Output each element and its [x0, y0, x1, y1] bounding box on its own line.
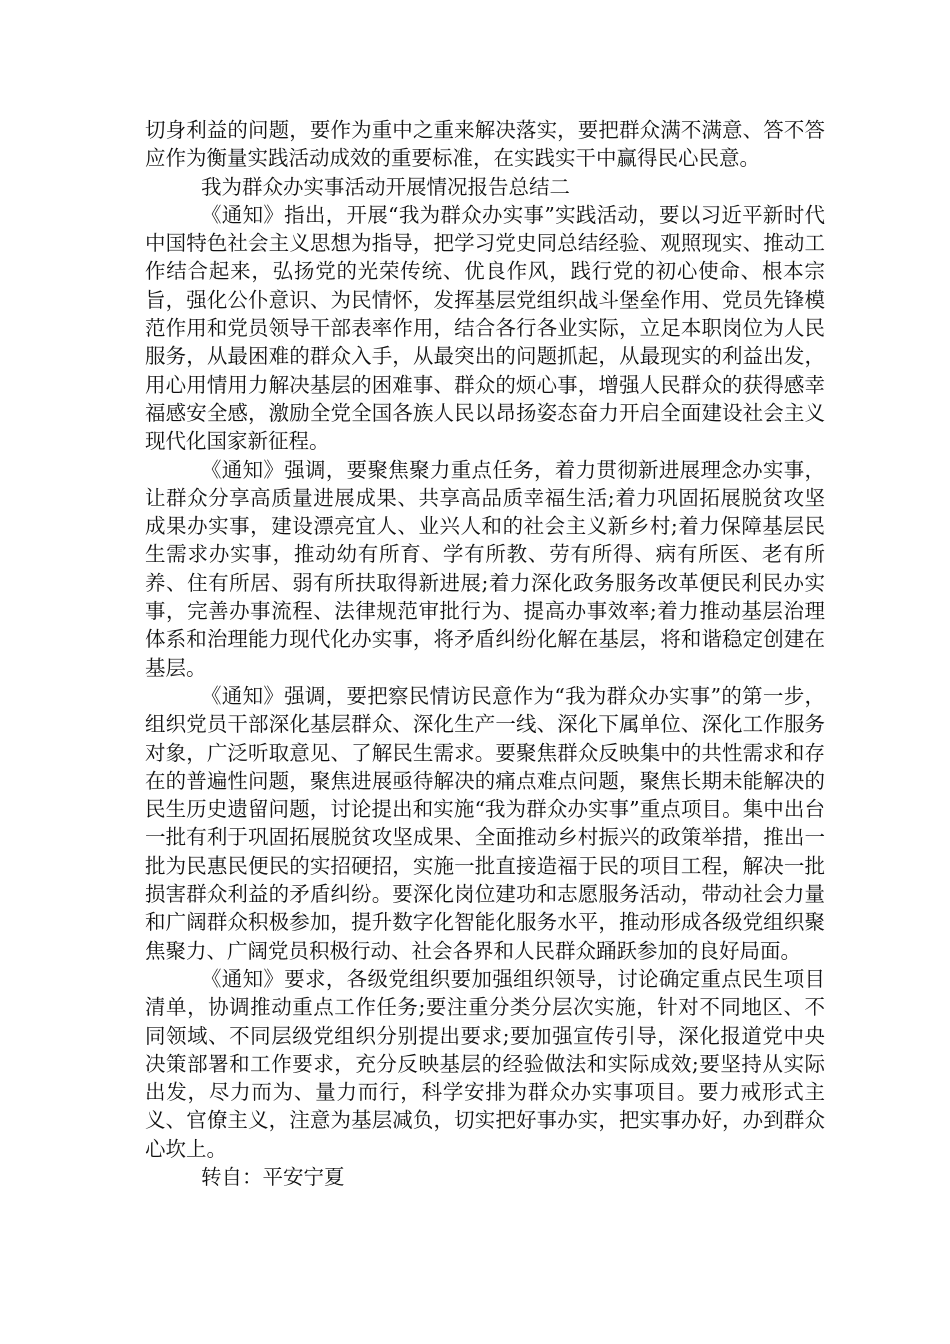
document-page: [145, 116, 825, 1191]
paragraph-1: 《通知》指出，开展“我为群众办实事”实践活动，要以习近平新时代中国特色社会主义思想为指导，把学习党史同总结经验、观照现实、推动工作结合起来，弘扬党的光荣传统、优良作风，践行党的初心使命、根本宗旨，强化公仆意识、为民情怀，发挥基层党组织战斗堡垒作用、党员先锋模范作用和党员领导干部表率作用，结合各行各业实际，立足本职岗位为人民服务，从最困难的群众入手，从最突出的问题抓起，从最现实的利益出发，用心用情用力解决基层的困难事、群众的烦心事，增强人民群众的获得感幸福感安全感，激励全党全国各族人民以昂扬姿态奋力开启全面建设社会主义现代化国家新征程。: [145, 202, 825, 454]
paragraph-3: 《通知》强调，要把察民情访民意作为“我为群众办实事”的第一步，组织党员干部深化基层群众、深化生产一线、深化下属单位、深化工作服务对象，广泛听取意见、了解民生需求。要聚焦群众反映集中的共性需求和存在的普遍性问题，聚焦进展亟待解决的痛点难点问题，聚焦长期未能解决的民生历史遗留问题，讨论提出和实施“我为群众办实事”重点项目。集中出台一批有利于巩固拓展脱贫攻坚成果、全面推动乡村振兴的政策举措，推出一批为民惠民便民的实招硬招，实施一批直接造福于民的项目工程，解决一批损害群众利益的矛盾纠纷。要深化岗位建功和志愿服务活动，带动社会力量和广阔群众积极参加，提升数字化智能化服务水平，推动形成各级党组织聚焦聚力、广阔党员积极行动、社会各界和人民群众踊跃参加的良好局面。: [145, 683, 825, 963]
paragraph-continuation: 切身利益的问题，要作为重中之重来解决落实，要把群众满不满意、答不答应作为衡量实践活动成效的重要标准，在实践实干中赢得民心民意。: [145, 118, 825, 171]
source-attribution: 转自：平安宁夏: [201, 1164, 345, 1189]
paragraph-4: 《通知》要求，各级党组织要加强组织领导，讨论确定重点民生项目清单，协调推动重点工作任务;要注重分类分层次实施，针对不同地区、不同领域、不同层级党组织分别提出要求;要加强宣传引导，深化报道党中央决策部署和工作要求，充分反映基层的经验做法和实际成效;要坚持从实际出发，尽力而为、量力而行，科学安排为群众办实事项目。要力戒形式主义、官僚主义，注意为基层减负，切实把好事办实，把实事办好，办到群众心坎上。: [145, 966, 825, 1161]
paragraph-2: 《通知》强调，要聚焦聚力重点任务，着力贯彻新进展理念办实事，让群众分享高质量进展成果、共享高品质幸福生活;着力巩固拓展脱贫攻坚成果办实事，建设漂亮宜人、业兴人和的社会主义新乡村;着力保障基层民生需求办实事，推动幼有所育、学有所教、劳有所得、病有所医、老有所养、住有所居、弱有所扶取得新进展;着力深化政务服务改革便民利民办实事，完善办事流程、法律规范审批行为、提高办事效率;着力推动基层治理体系和治理能力现代化办实事，将矛盾纠纷化解在基层，将和谐稳定创建在基层。: [145, 457, 825, 680]
section-title: 我为群众办实事活动开展情况报告总结二: [201, 174, 570, 199]
